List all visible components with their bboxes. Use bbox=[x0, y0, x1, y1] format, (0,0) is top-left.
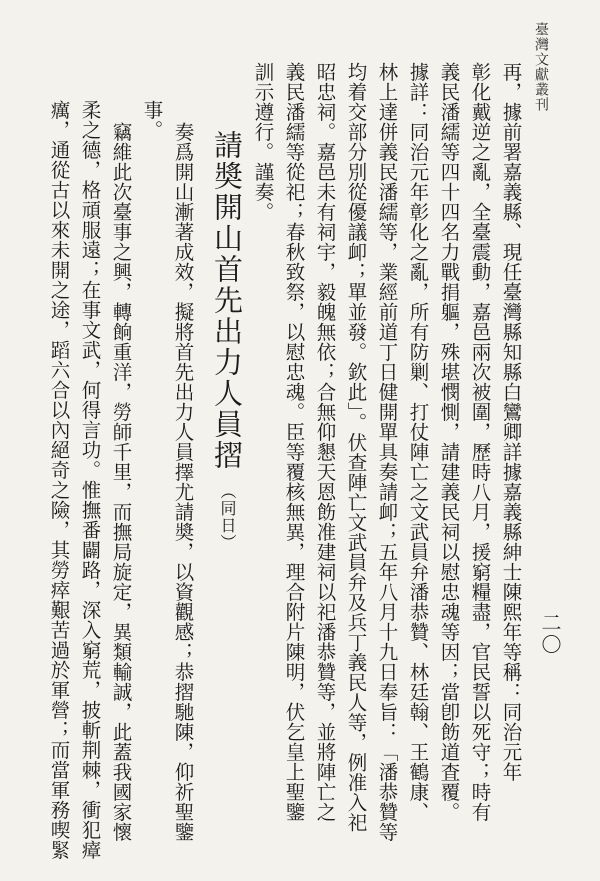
text-column-3: 義民潘繻等四十四名力戰捐軀，殊堪憫惻，請建義民祠以慰忠魂等因；當卽飭道査覆。 bbox=[437, 62, 461, 822]
section-heading-date-note: （同日） bbox=[218, 483, 237, 551]
text-column-5: 林上達併義民潘繻等，業經前道丁日健開單具奏請卹；五年八月十九日奉旨：「潘恭贊等 bbox=[375, 62, 399, 842]
text-column-2: 彰化戴逆之亂，全臺震動，嘉邑兩次被圍，歷時八月，援窮糧盡，官民誓以死守；時有 bbox=[468, 62, 492, 822]
page-number: 二〇 bbox=[538, 612, 562, 656]
text-column-12: 奏爲開山漸著成效，擬將首先出力人員擇尤請奬，以資觀感；恭摺馳陳，仰祈聖鑒 bbox=[171, 122, 195, 842]
text-column-1: 再，據前署嘉義縣、現任臺灣縣知縣白鸞卿詳據嘉義縣紳士陳熙年等稱：同治元年 bbox=[499, 62, 523, 782]
section-heading bbox=[210, 130, 244, 551]
text-column-6: 均着交部分別從優議卹；單並發。欽此」。伏查陣亡文武員弁及兵丁義民人等，例准入祀 bbox=[344, 62, 368, 833]
text-column-13: 事。 bbox=[140, 100, 164, 140]
text-column-7: 昭忠祠。嘉邑未有祠宇，毅魄無依；合無仰懇天恩飭准建祠以祀潘恭贊等，並將陣亡之 bbox=[313, 62, 337, 822]
text-column-15: 柔之德，格頑服遠；在事文武，何得言功。惟撫番闢路，深入窮荒，披斬荆棘，衝犯瘴 bbox=[78, 100, 102, 860]
running-header: 臺灣文獻叢刊 bbox=[533, 22, 549, 112]
section-heading-title: 請奬開山首先出力人員摺 bbox=[210, 130, 244, 471]
text-column-8: 義民潘繻等從祀；春秋致祭，以慰忠魂。臣等覆核無異，理合附片陳明，伏乞皇上聖鑒 bbox=[282, 62, 306, 822]
text-column-14: 竊維此次臺事之興，轉餉重洋，勞師千里，而撫局旋定，異類輸誠，此蓋我國家懷 bbox=[109, 122, 133, 842]
text-column-4: 據詳：同治元年彰化之亂，所有防剿、打仗陣亡之文武員弁潘恭贊、林廷翰、王鶴康、 bbox=[406, 62, 430, 822]
text-column-9: 訓示遵行。謹奏。 bbox=[251, 62, 275, 222]
text-column-16: 癘，通從古以來未開之途，蹈六合以內絕奇之險，其勞瘁艱苦過於軍營；而當軍務喫緊 bbox=[47, 100, 71, 860]
